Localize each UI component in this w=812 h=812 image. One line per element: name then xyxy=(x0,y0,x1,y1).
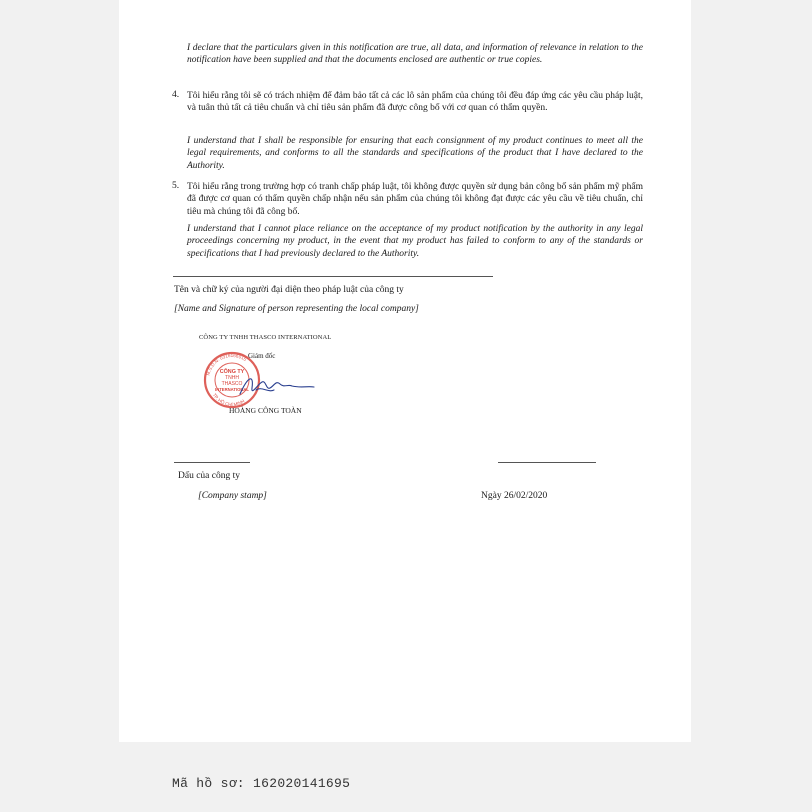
signature-label-en: [Name and Signature of person representing the local company] xyxy=(174,304,419,314)
record-code: Mã hồ sơ: 162020141695 xyxy=(172,776,351,791)
seal-ring-top: M.S.D.N: 0316166015 xyxy=(205,352,248,377)
declaration-intro-en: I declare that the particulars given in this notification are true, all data, and information of relevance in relation to the notification have been supplied and that the documents enclosed are authentic or true copies. xyxy=(187,43,643,66)
signature-company-name: CÔNG TY TNHH THASCO INTERNATIONAL xyxy=(199,334,332,341)
seal-line-4: INTERNATIONAL xyxy=(215,387,249,392)
signature-title: Giám đốc xyxy=(248,352,276,360)
handwritten-signature xyxy=(240,379,314,394)
seal-ring-bottom: TP. HỒ CHÍ MINH xyxy=(211,392,246,408)
item-4-english: I understand that I shall be responsible for ensuring that each consignment of my product continues to meet all the legal requirements, and conforms to all the standards and specifications of the product that I have declared to the Authority. xyxy=(187,136,643,171)
item-4-vietnamese: Tôi hiểu rằng tôi sẽ có trách nhiệm để đảm bảo tất cả các lô sản phẩm của chúng tôi đều đáp ứng các yêu cầu pháp luật, và tuân thủ tất cả tiêu chuẩn và chỉ tiêu sản phẩm đã được công bố với cơ quan có thẩm quyền. xyxy=(187,91,643,114)
signature-label-vi: Tên và chữ ký của người đại diện theo pháp luật của công ty xyxy=(174,285,404,295)
item-5-number: 5. xyxy=(172,181,180,191)
stamp-label-vi: Dấu của công ty xyxy=(178,471,240,481)
stamp-label-en: [Company stamp] xyxy=(198,491,267,501)
seal-line-3: THASCO xyxy=(221,381,243,387)
signature-line xyxy=(173,276,493,277)
item-4-number: 4. xyxy=(172,90,180,100)
item-5-english: I understand that I cannot place reliance on the acceptance of my product notification by the authority in any legal proceedings concerning my product, in the event that my product has failed to conform to any of the standards or specifications that I had previously declared to the Authority. xyxy=(187,224,643,259)
stamp-line xyxy=(174,462,250,463)
seal-line-2: TNHH xyxy=(225,375,239,381)
signer-name: HOÀNG CÔNG TOÀN xyxy=(229,406,302,415)
date-line xyxy=(498,462,596,463)
seal-line-1: CÔNG TY xyxy=(219,369,245,375)
item-5-vietnamese: Tôi hiểu rằng trong trường hợp có tranh chấp pháp luật, tôi không được quyền sử dụng bản công bố sản phẩm mỹ phẩm đã được cơ quan có thẩm quyền chấp nhận nếu sản phẩm của chúng tôi không đạt được các yêu cầu về tiêu chuẩn, chỉ tiêu mà chúng tôi đã công bố. xyxy=(187,182,643,217)
signing-date: Ngày 26/02/2020 xyxy=(481,491,548,501)
company-seal xyxy=(205,353,259,407)
